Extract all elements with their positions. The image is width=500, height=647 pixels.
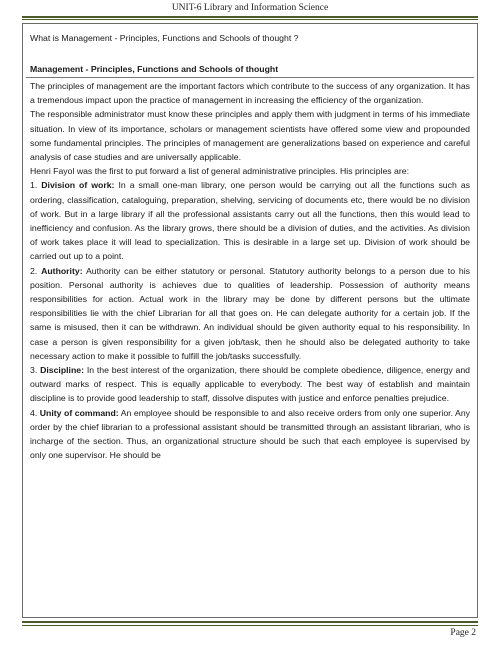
principle-item [30, 363, 470, 406]
principle-item [30, 406, 470, 463]
principle-title: Discipline: [40, 365, 84, 376]
page-number: Page 2 [450, 628, 476, 638]
principle-title: Division of work: [41, 180, 115, 191]
principle-number: 2. [30, 265, 38, 276]
intro-paragraph-1: The principles of management are the important factors which contribute to the success of any organization. It has a tremendous impact upon the practice of management in increasing the efficiency of the organization. [30, 81, 470, 106]
principle-item [30, 178, 470, 263]
principle-text: In the best interest of the organization, there should be complete obedience, diligence, energy and outward marks of respect. This is equally applicable to everybody. The best way of establish and maintain discipline is to provide good leadership to staff, dissolve disputes with justice and enforce penalties prejudice. [30, 365, 470, 404]
heading-divider [26, 77, 474, 78]
principle-number: 4. [30, 407, 38, 418]
principle-text: In a small one-man library, one person would be carrying out all the functions such as ordering, classification, cataloguing, preparation, shelving, servicing of documents etc, there would be no division of work. But in a large library if all the professional assistants carry out all the functions, then this would lead to inefficiency and confusion. As the library grows, there should be a division of duties, and the activities. As division of work takes place it will lead to specialization. This is desirable in a large set up. Division of work should be carried out up to a point. [30, 180, 470, 262]
principle-title: Authority: [41, 265, 83, 276]
principle-number: 3. [30, 365, 38, 376]
body-text [30, 79, 470, 462]
section-heading: Management - Principles, Functions and Schools of thought [30, 64, 279, 74]
intro-paragraph-3: Henri Fayol was the first to put forward a list of general administrative principles. His principles are: [30, 166, 410, 177]
footer-rule [22, 621, 478, 623]
intro-paragraph-2: The responsible administrator must know these principles and apply them with judgment in terms of his immediate situation. In view of its importance, scholars or management scientists have offered some view and propounded some fundamental principles. The principles of management are generalizations based on experience and careful analysis of case studies and are universally applicable. [30, 109, 470, 163]
principle-number: 1. [30, 180, 38, 191]
principle-item [30, 264, 470, 363]
principle-text: Authority can be either statutory or personal. Statutory authority belongs to a person due to his position. Personal authority is achieves due to qualities of leadership. Possession of authority means responsibilities for action. Actual work in the library may be done by different persons but the ultimate responsibilities lie with the chief Librarian for all that goes on. He can delegate authority for a certain job. If the same is misused, then it can be withdrawn. An individual should be given authority equal to his responsibility. In case a person is given responsibility for a given job/task, then he should also be delegated authority to take necessary action to make it possible to fulfill the job/tasks successfully. [30, 265, 470, 361]
footer-rule-thin [22, 625, 478, 626]
header-rule-thin [22, 19, 478, 20]
header-rule [22, 16, 478, 18]
running-header: UNIT-6 Library and Information Science [171, 3, 329, 13]
principle-title: Unity of command: [39, 407, 119, 418]
question-line: What is Management - Principles, Functions and Schools of thought ? [30, 33, 299, 43]
principle-text: An employee should be responsible to and also receive orders from only one superior. Any order by the chief librarian to a professional assistant should be transmitted through an assistant librarian, who is incharge of the section. Thus, an organizational structure should be such that each employee is supervised by only one supervisor. He should be [30, 407, 471, 461]
